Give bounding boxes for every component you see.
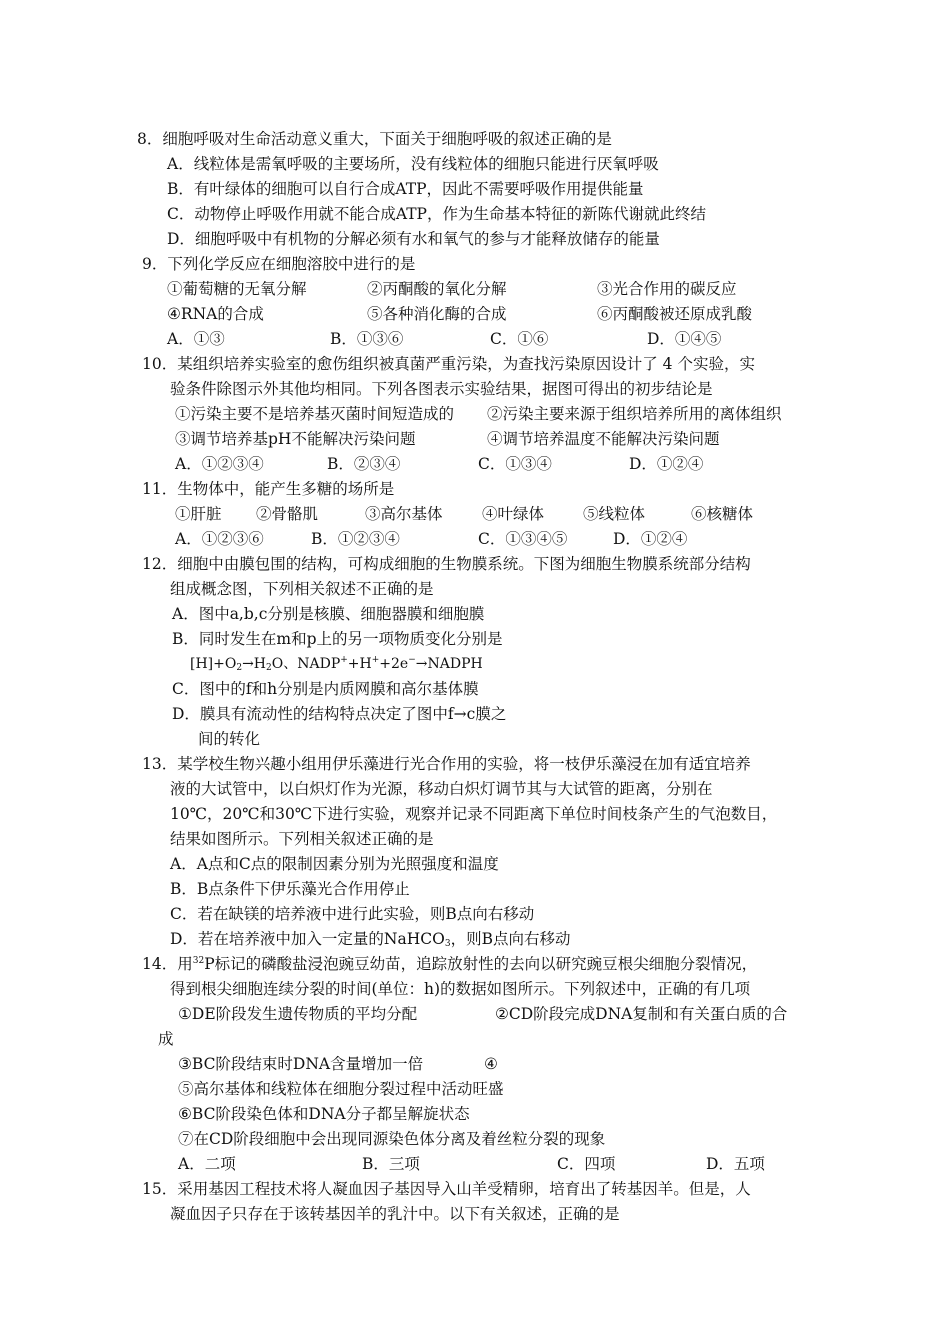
question-13-stem: 13．某学校生物兴趣小组用伊乐藻进行光合作用的实验，将一枝伊乐藻浸在加有适宜培养 [142,755,751,773]
question-13-option-d: D．若在培养液中加入一定量的NaHCO$_3$，则B点向右移动 [170,930,571,949]
question-12-option-a: A．图中a,b,c分别是核膜、细胞器膜和细胞膜 [172,605,485,623]
question-12-option-d-cont: 间的转化 [198,730,261,748]
question-15-stem-cont: 凝血因子只存在于该转基因羊的乳汁中。以下有关叙述，正确的是 [170,1205,620,1223]
question-14-item-4: ④ [484,1055,498,1073]
question-9-item: ①葡萄糖的无氧分解 [167,280,307,298]
question-12-option-d: D．膜具有流动性的结构特点决定了图中f→c膜之 [172,705,507,723]
question-15-stem: 15．采用基因工程技术将人凝血因子基因导入山羊受精卵，培育出了转基因羊。但是，人 [142,1180,751,1198]
question-10-option-d: D．①②④ [629,455,704,473]
question-9-option-d: D．①④⑤ [647,330,722,348]
question-14-item-3: ③BC阶段结束时DNA含量增加一倍 [178,1055,424,1073]
question-13-stem-cont: 结果如图所示。下列相关叙述正确的是 [170,830,434,848]
question-11-item: ⑥核糖体 [691,505,754,523]
question-9-item: ⑥丙酮酸被还原成乳酸 [597,305,753,323]
question-9-item: ②丙酮酸的氧化分解 [367,280,507,298]
question-9-item: ④RNA的合成 [167,305,264,323]
question-10-item: ③调节培养基pH不能解决污染问题 [175,430,416,448]
question-11-item: ③高尔基体 [365,505,443,523]
question-10-stem: 10．某组织培养实验室的愈伤组织被真菌严重污染，为查找污染原因设计了 4 个实验，实 [142,355,755,373]
question-10-option-a: A．①②③④ [175,455,264,473]
question-12-stem-cont: 组成概念图，下列相关叙述不正确的是 [170,580,434,598]
question-10-item: ④调节培养温度不能解决污染问题 [487,430,720,448]
question-12-option-c: C．图中的f和h分别是内质网膜和高尔基体膜 [172,680,479,698]
question-11-option-c: C．①③④⑤ [478,530,568,548]
question-10-option-b: B．②③④ [327,455,401,473]
question-9-option-b: B．①③⑥ [330,330,404,348]
question-12-equation: $[H]+O_2\to H_2O$、NADP++H++2e−→NADPH [190,655,483,673]
question-11-option-b: B．①②③④ [311,530,400,548]
question-13-stem-cont: 10℃，20℃和30℃下进行实验，观察并记录不同距离下单位时间枝条产生的气泡数目， [170,805,778,823]
question-14-item-2-cont: 成 [158,1030,174,1048]
question-14-item-7: ⑦在CD阶段细胞中会出现同源染色体分离及着丝粒分裂的现象 [178,1130,606,1148]
question-9-item: ③光合作用的碳反应 [597,280,737,298]
question-14-item-5: ⑤高尔基体和线粒体在细胞分裂过程中活动旺盛 [178,1080,504,1098]
question-8-option-b: B．有叶绿体的细胞可以自行合成ATP，因此不需要呼吸作用提供能量 [167,180,644,198]
question-10-option-c: C．①③④ [478,455,552,473]
question-10-item: ①污染主要不是培养基灭菌时间短造成的 [175,405,455,423]
question-9-option-c: C．①⑥ [490,330,549,348]
question-14-option-d: D．五项 [706,1155,765,1173]
question-8-option-a: A．线粒体是需氧呼吸的主要场所，没有线粒体的细胞只能进行厌氧呼吸 [167,155,659,173]
question-9-option-a: A．①③ [167,330,225,348]
question-9-item: ⑤各种消化酶的合成 [367,305,507,323]
question-13-stem-cont: 液的大试管中，以白炽灯作为光源，移动白炽灯调节其与大试管的距离，分别在 [170,780,713,798]
question-8-option-c: C．动物停止呼吸作用就不能合成ATP，作为生命基本特征的新陈代谢就此终结 [167,205,706,223]
question-14-option-a: A．二项 [178,1155,236,1173]
question-12-option-b: B．同时发生在m和p上的另一项物质变化分别是 [172,630,503,648]
question-13-option-b: B．B点条件下伊乐藻光合作用停止 [170,880,410,898]
question-11-item: ⑤线粒体 [583,505,646,523]
question-14-item-1: ①DE阶段发生遗传物质的平均分配 [178,1005,418,1023]
question-13-option-a: A．A点和C点的限制因素分别为光照强度和温度 [170,855,499,873]
question-14-item-2: ②CD阶段完成DNA复制和有关蛋白质的合 [495,1005,788,1023]
question-8-stem: 8．细胞呼吸对生命活动意义重大，下面关于细胞呼吸的叙述正确的是 [137,130,612,148]
question-11-item: ④叶绿体 [482,505,545,523]
question-12-stem: 12．细胞中由膜包围的结构，可构成细胞的生物膜系统。下图为细胞生物膜系统部分结构 [142,555,751,573]
question-11-item: ①肝脏 [175,505,222,523]
question-14-item-6: ⑥BC阶段染色体和DNA分子都呈解旋状态 [178,1105,470,1123]
question-8-option-d: D．细胞呼吸中有机物的分解必须有水和氧气的参与才能释放储存的能量 [167,230,660,248]
question-10-item: ②污染主要来源于组织培养所用的离体组织 [487,405,782,423]
question-11-option-d: D．①②④ [613,530,688,548]
question-14-option-c: C．四项 [557,1155,616,1173]
question-14-stem-cont: 得到根尖细胞连续分裂的时间(单位：h)的数据如图所示。下列叙述中，正确的有几项 [170,980,751,998]
question-14-stem: 14．用$^{32}$P标记的磷酸盐浸泡豌豆幼苗，追踪放射性的去向以研究豌豆根尖细胞分裂情况， [142,955,758,973]
question-11-item: ②骨骼肌 [256,505,319,523]
question-11-stem: 11．生物体中，能产生多糖的场所是 [142,480,395,498]
question-9-stem: 9．下列化学反应在细胞溶胶中进行的是 [142,255,416,273]
question-13-option-c: C．若在缺镁的培养液中进行此实验，则B点向右移动 [170,905,535,923]
question-10-stem-cont: 验条件除图示外其他均相同。下列各图表示实验结果，据图可得出的初步结论是 [170,380,713,398]
question-14-option-b: B．三项 [362,1155,420,1173]
question-11-option-a: A．①②③⑥ [175,530,264,548]
